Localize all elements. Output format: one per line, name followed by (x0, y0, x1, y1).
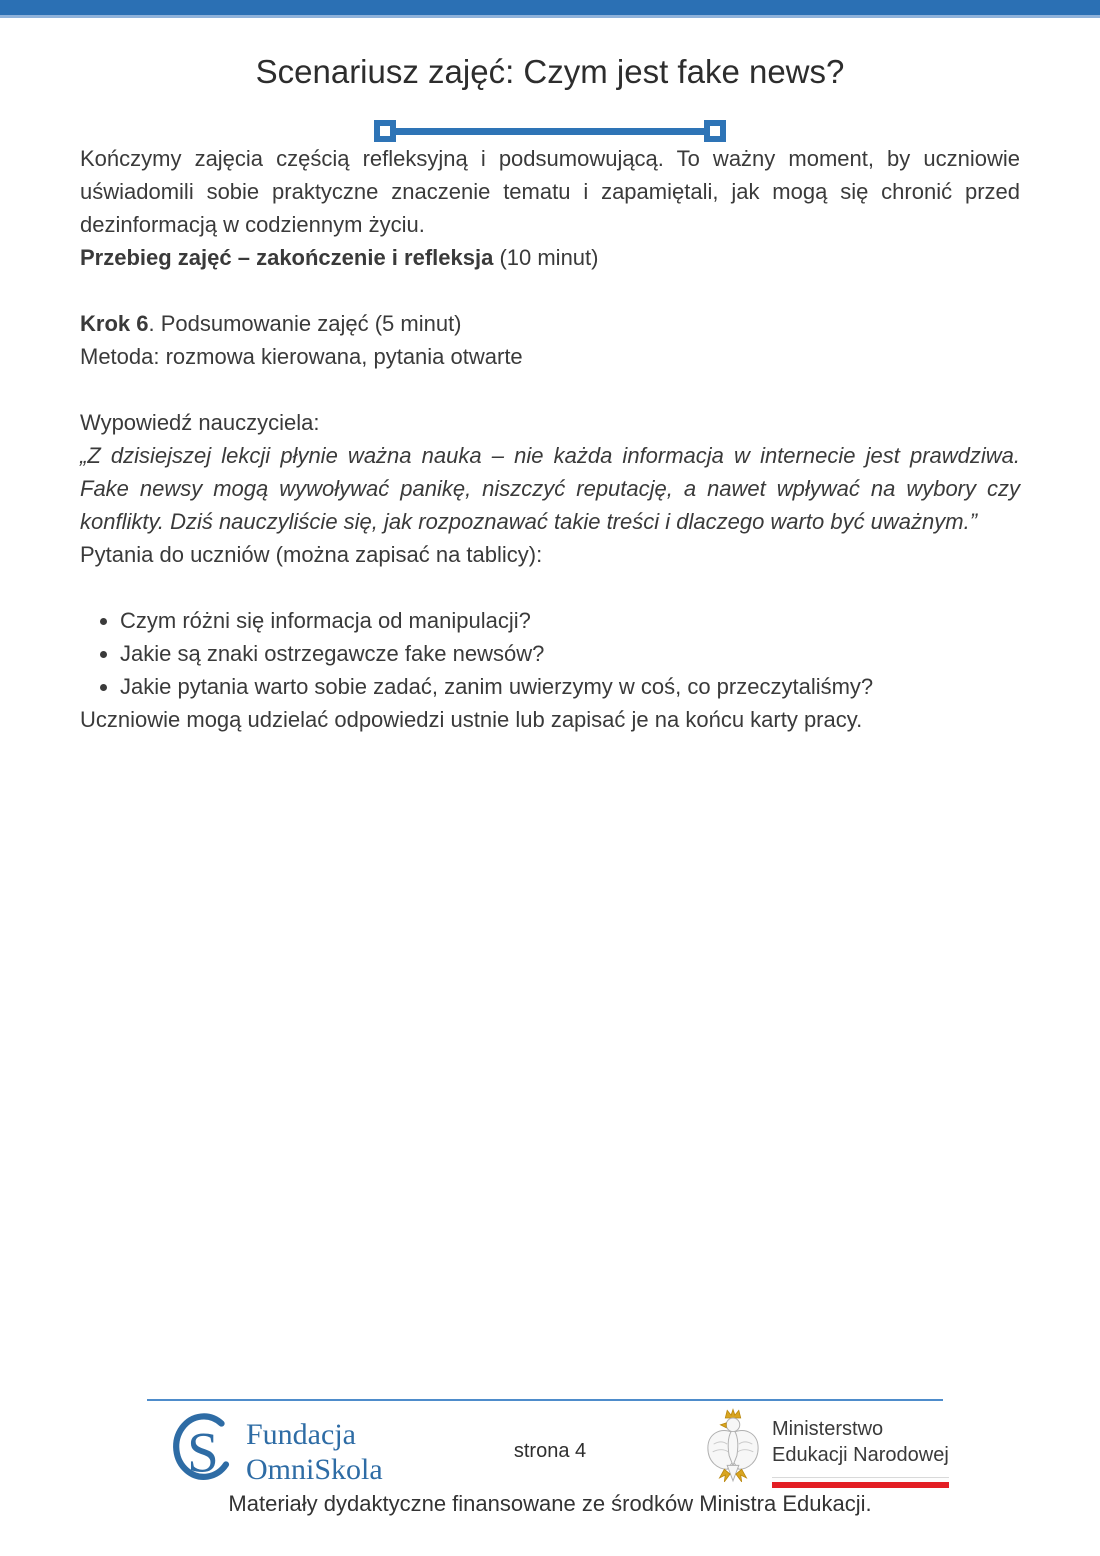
section-heading (80, 241, 1020, 274)
method-line: Metoda: rozmowa kierowana, pytania otwarte (80, 344, 523, 369)
polish-eagle-icon (704, 1408, 762, 1488)
step-description: . Podsumowanie zajęć (5 minut) (148, 311, 462, 336)
section-heading-bold: Przebieg zajęć – zakończenie i refleksja (80, 245, 494, 270)
step-number: Krok 6 (80, 311, 149, 336)
ministry-name-line1: Ministerstwo (772, 1418, 884, 1440)
document-body (80, 142, 1020, 736)
question-item: • Czym różni się informacja od manipulacji? (120, 604, 1020, 637)
title-divider (374, 120, 726, 142)
teacher-quote: „Z dzisiejszej lekcji płynie ważna nauka – nie każda informacja w internecie jest prawdziwa. Fake newsy mogą wywoływać panikę, niszczyć reputację, a nawet wpływać na wybory czy konflikty. Dziś nauczyliście się, jak rozpoznawać takie treści i dlaczego warto być uważnym.” (80, 443, 1020, 534)
ministry-text-block (772, 1408, 949, 1488)
questions-list (80, 604, 1020, 703)
s-mark-letter: S (187, 1421, 219, 1485)
divider-line (396, 128, 704, 135)
top-accent-bar (0, 0, 1100, 18)
foundation-name-line2: OmniSkola (246, 1453, 383, 1486)
footer-divider-line (147, 1399, 943, 1401)
question-item: • Jakie są znaki ostrzegawcze fake newsów? (120, 637, 1020, 670)
page-title: Scenariusz zajęć: Czym jest fake news? (255, 53, 845, 90)
ministry-logo (704, 1408, 949, 1488)
questions-label: Pytania do uczniów (można zapisać na tablicy): (80, 542, 543, 567)
page-number: strona 4 (513, 1440, 587, 1462)
foundation-name-line1: Fundacja (246, 1418, 356, 1451)
ministry-name (772, 1408, 949, 1468)
teacher-speech-block (80, 406, 1020, 538)
funding-note: Materiały dydaktyczne finansowane ze środków Ministra Edukacji. (228, 1491, 872, 1516)
question-item: • Jakie pytania warto sobie zadać, zanim uwierzymy w coś, co przeczytaliśmy? (120, 670, 1020, 703)
ministry-name-line2: Edukacji Narodowej (772, 1444, 949, 1466)
section-heading-duration: (10 minut) (493, 245, 599, 270)
closing-paragraph: Uczniowie mogą udzielać odpowiedzi ustnie lub zapisać je na końcu karty pracy. (80, 707, 863, 732)
divider-square-left-icon (374, 120, 396, 142)
teacher-speech-label: Wypowiedź nauczyciela: (80, 410, 320, 435)
step-title-line (80, 307, 1020, 340)
divider-square-right-icon (704, 120, 726, 142)
step-block (80, 307, 1020, 373)
intro-paragraph: Kończymy zajęcia częścią refleksyjną i podsumowującą. To ważny moment, by uczniowie uświadomili sobie praktyczne znaczenie tematu i zapamiętali, jak mogą się chronić przed dezinformacją w codziennym życiu. (80, 146, 1020, 237)
